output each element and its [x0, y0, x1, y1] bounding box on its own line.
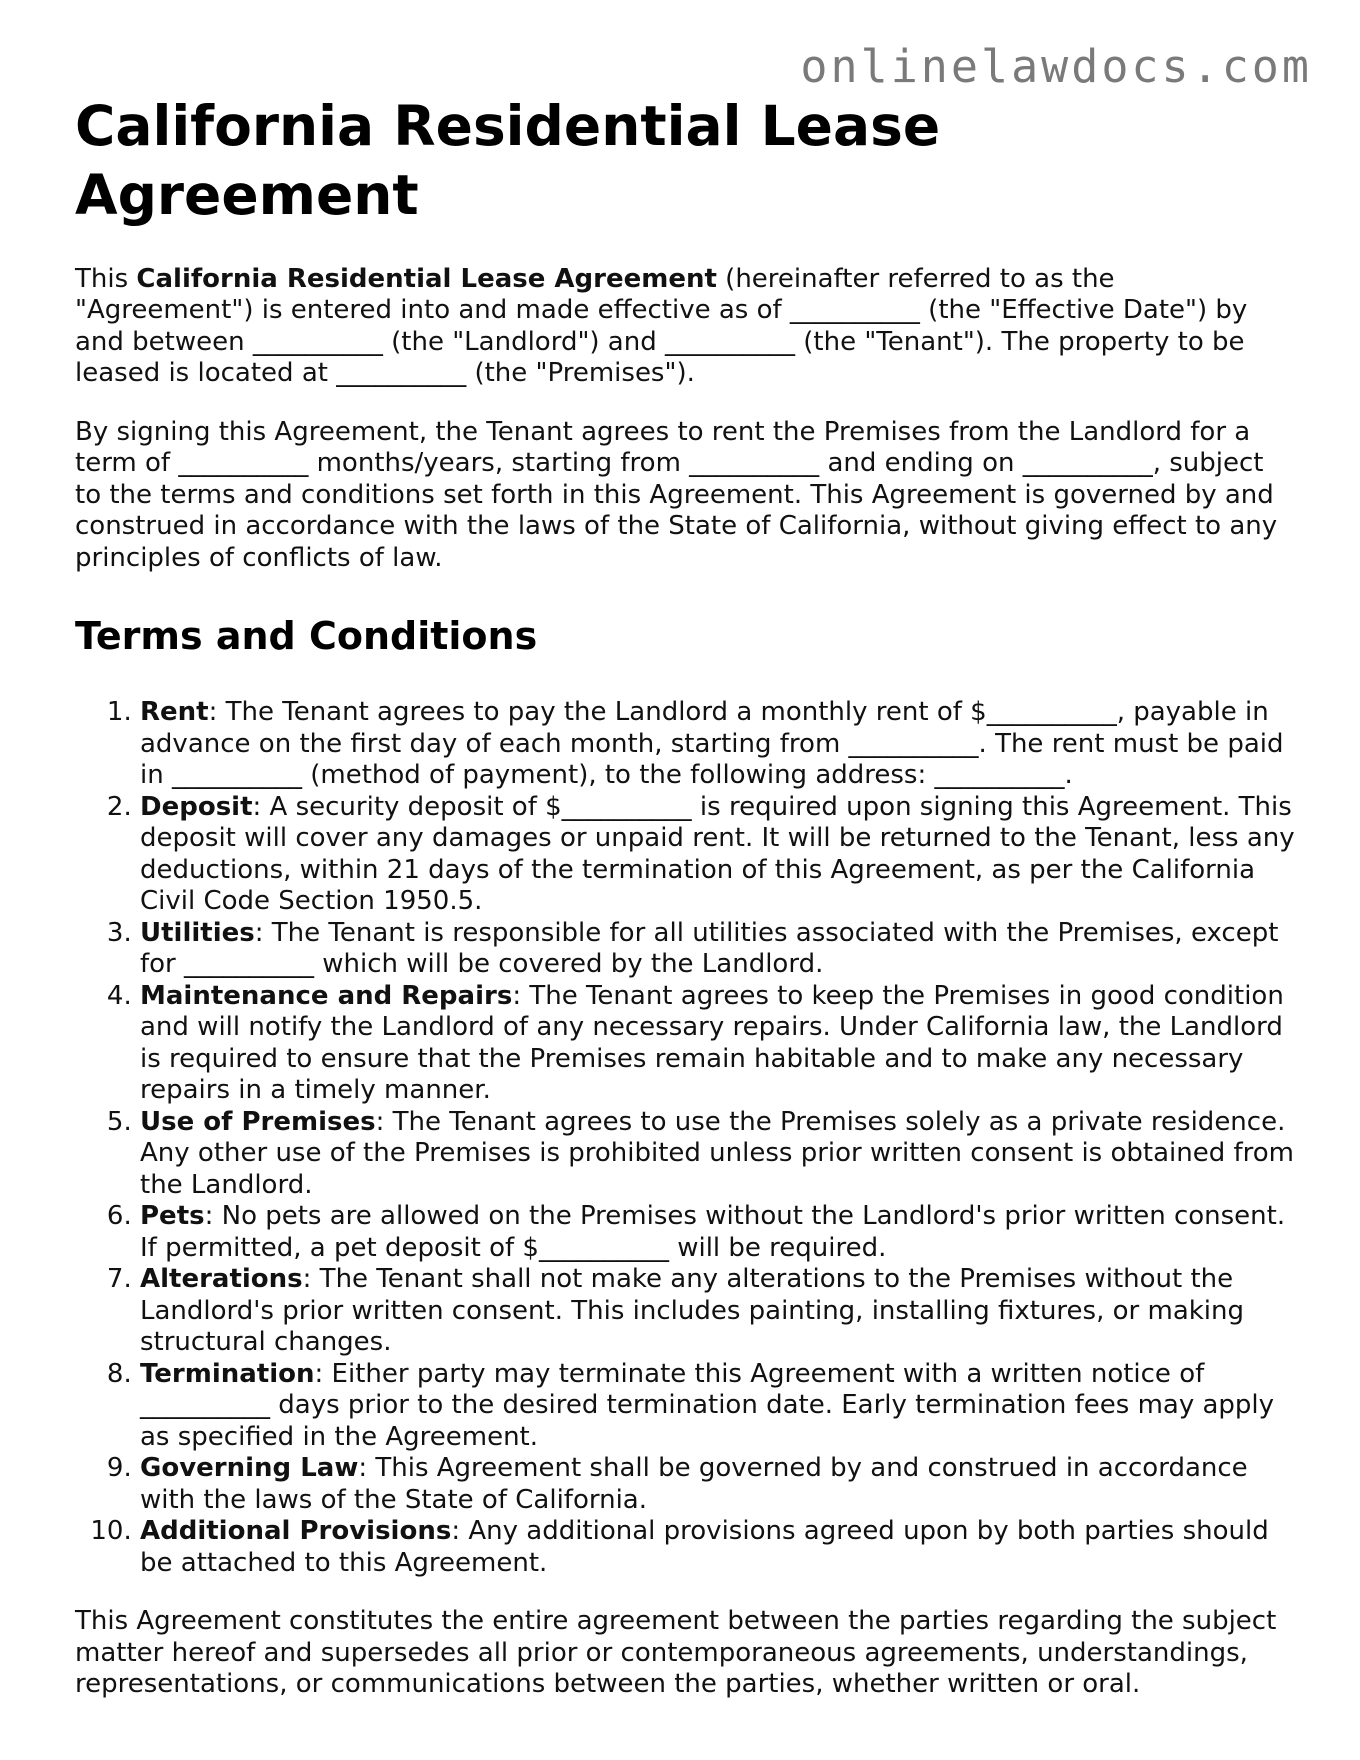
term-item-deposit — [140, 792, 1295, 918]
term-text: : The Tenant agrees to use the Premises solely as a private residence. Any other use of the Premises is prohibited unless prior written consent is obtained from the Landlord. — [140, 1106, 1295, 1200]
term-text: : The Tenant is responsible for all utilities associated with the Premises, except for __________ which will be covered by the Landlord. — [140, 917, 1279, 980]
term-label: Alterations — [140, 1264, 303, 1295]
term-text: : Any additional provisions agreed upon by both parties should be attached to this Agreement. — [140, 1516, 1269, 1578]
intro-body-text: (hereinafter referred to as the "Agreement") is entered into and made effective as of __________ (the "Effective Date") by and between __________ (the "Landlord") and __________ (the "Tenant"). The property to be leased is located at __________ (the "Premises"). — [75, 263, 1248, 388]
document-title: California Residential Lease Agreement — [75, 94, 941, 227]
term-label: Pets — [140, 1201, 205, 1232]
term-item-governing-law — [140, 1453, 1295, 1516]
term-label: Termination — [140, 1358, 315, 1389]
term-label: Additional Provisions — [140, 1516, 452, 1547]
term-text: : This Agreement shall be governed by and construed in accordance with the laws of the State of California. — [140, 1453, 1248, 1515]
term-item-pets — [140, 1201, 1295, 1264]
term-text: : Either party may terminate this Agreement with a written notice of __________ days prior to the desired termination date. Early termination fees may apply as specified in the Agreement. — [140, 1358, 1275, 1452]
term-label: Deposit — [140, 791, 253, 822]
term-label: Utilities — [140, 917, 255, 948]
term-item-alterations — [140, 1264, 1295, 1359]
term-item-rent — [140, 697, 1295, 792]
term-text: : The Tenant agrees to pay the Landlord a monthly rent of $__________, payable in advance on the first day of each month, starting from __________. The rent must be paid in __________ (method of payment), to the following address: __________. — [140, 697, 1284, 791]
term-label: Governing Law — [140, 1453, 359, 1484]
term-item-termination — [140, 1359, 1295, 1454]
term-item-utilities — [140, 918, 1295, 981]
terms-list — [75, 697, 1295, 1579]
closing-paragraph: This Agreement constitutes the entire agreement between the parties regarding the subject matter hereof and supersedes all prior or contemporaneous agreements, understandings, representations, or communications between the parties, whether written or oral. — [75, 1606, 1277, 1700]
term-text: : The Tenant agrees to keep the Premises in good condition and will notify the Landlord of any necessary repairs. Under California law, the Landlord is required to ensure that the Premises remain habitable and to make any necessary repairs in a timely manner. — [140, 980, 1284, 1106]
intro-lead-text: This — [75, 263, 137, 294]
site-watermark: onlinelawdocs.com — [800, 40, 1312, 93]
term-item-additional-provisions — [140, 1516, 1295, 1579]
document-page — [75, 92, 1295, 1701]
term-item-use-of-premises — [140, 1107, 1295, 1202]
intro-paragraph — [75, 264, 1295, 390]
term-label: Maintenance and Repairs — [140, 980, 513, 1011]
term-paragraph: By signing this Agreement, the Tenant agrees to rent the Premises from the Landlord for a term of __________ months/years, starting from __________ and ending on __________, subject to the terms and conditions set forth in this Agreement. This Agreement is governed by and construed in accordance with the laws of the State of California, without giving effect to any principles of conflicts of law. — [75, 416, 1278, 573]
term-text: : No pets are allowed on the Premises without the Landlord's prior written consent. If permitted, a pet deposit of $__________ will be required. — [140, 1201, 1286, 1263]
term-text: : A security deposit of $__________ is required upon signing this Agreement. This deposit will cover any damages or unpaid rent. It will be returned to the Tenant, less any deductions, within 21 days of the termination of this Agreement, as per the California Civil Code Section 1950.5. — [140, 791, 1295, 917]
term-item-maintenance — [140, 981, 1295, 1107]
agreement-name: California Residential Lease Agreement — [136, 263, 717, 294]
term-label: Rent — [140, 697, 209, 728]
term-text: : The Tenant shall not make any alterations to the Premises without the Landlord's prior written consent. This includes painting, installing fixtures, or making structural changes. — [140, 1264, 1245, 1358]
section-heading: Terms and Conditions — [75, 614, 538, 658]
term-label: Use of Premises — [140, 1106, 376, 1137]
